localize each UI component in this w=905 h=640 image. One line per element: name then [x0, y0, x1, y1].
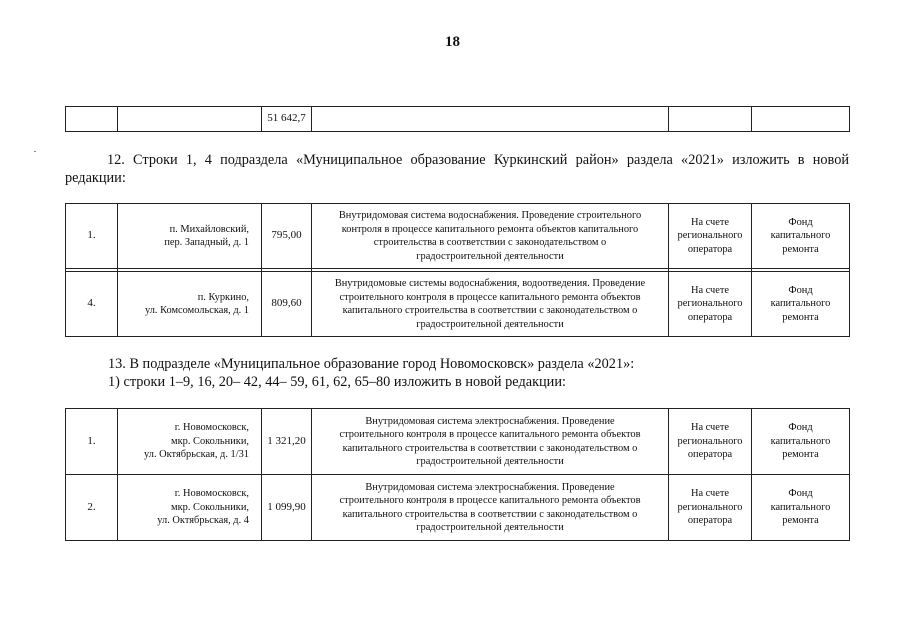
address-line: мкр. Сокольники, — [171, 501, 249, 513]
works-description-line: капитального строительства в соответствии с законодательством о — [342, 508, 638, 520]
fund-source — [752, 475, 850, 541]
fund-source-line: Фонд — [788, 488, 813, 500]
works-description-line: градостроительной деятельности — [416, 318, 564, 330]
address — [118, 409, 262, 475]
address-line: пер. Западный, д. 1 — [164, 237, 249, 248]
works-description-line: Внутридомовая система электроснабжения. Проведение — [365, 415, 615, 427]
account-type-line: регионального — [677, 230, 743, 242]
fund-source-line: капитального — [770, 230, 831, 242]
works-description-line: Внутридомовые системы водоснабжения, водоотведения. Проведение — [334, 278, 646, 289]
table-row — [66, 475, 850, 541]
cell-empty — [669, 107, 752, 132]
works-description-line: строительного контроля в процессе капитального ремонта объектов — [339, 429, 641, 440]
fund-source — [752, 204, 850, 269]
works-description — [312, 475, 669, 541]
fund-source-line: ремонта — [782, 243, 819, 255]
fund-source-line: Фонд — [788, 284, 813, 296]
account-type — [669, 409, 752, 475]
table-row — [66, 409, 850, 475]
amount — [262, 204, 312, 269]
row-number-line: 4. — [87, 297, 96, 310]
account-type-line: оператора — [687, 243, 733, 255]
row-number — [66, 475, 118, 541]
account-type-line: оператора — [687, 311, 733, 323]
works-description-line: строительного контроля в процессе капитального ремонта объектов — [339, 291, 641, 303]
account-type — [669, 475, 752, 541]
paragraph-13-item-1: 1) строки 1–9, 16, 20– 42, 44– 59, 61, 62, 65–80 изложить в новой редакции: — [108, 374, 566, 390]
fund-source-line: ремонта — [782, 311, 819, 323]
amount — [262, 272, 312, 337]
address-line: г. Новомосковск, — [174, 488, 249, 500]
amount-line: 1 099,90 — [267, 500, 306, 513]
address — [118, 204, 262, 269]
works-description-line: капитального строительства в соответствии с законодательством о — [342, 305, 638, 316]
row-number-line: 1. — [87, 434, 96, 447]
works-description-line: контроля в процессе капитального ремонта объектов капитального — [341, 223, 639, 235]
account-type-line: оператора — [687, 515, 733, 527]
works-description — [312, 409, 669, 475]
works-description-line: строительного контроля в процессе капитального ремонта объектов — [339, 495, 641, 506]
row-number — [66, 272, 118, 337]
amount-line: 1 321,20 — [267, 434, 306, 447]
address-line: ул. Октябрьская, д. 4 — [157, 515, 249, 527]
fund-source-line: капитального — [770, 501, 831, 513]
fund-source-line: капитального — [770, 298, 831, 310]
fund-source-line: Фонд — [788, 216, 813, 228]
fund-source — [752, 272, 850, 337]
table-row — [66, 272, 850, 337]
continuation-table — [65, 106, 850, 132]
fund-source-line: ремонта — [782, 449, 819, 461]
address-line: мкр. Сокольники, — [171, 435, 249, 447]
address-line: г. Новомосковск, — [174, 422, 249, 434]
cell-empty — [66, 107, 118, 132]
fund-source — [752, 409, 850, 475]
address-line: ул. Октябрьская, д. 1/31 — [144, 449, 249, 461]
amount-line: 809,60 — [271, 297, 302, 310]
amount-line: 795,00 — [271, 229, 302, 242]
account-type-line: оператора — [687, 449, 733, 461]
scan-mark — [34, 151, 36, 152]
account-type-line: регионального — [677, 298, 743, 310]
address-line: п. Куркино, — [197, 291, 249, 303]
works-description-line: Внутридомовая система электроснабжения. Проведение — [365, 481, 615, 493]
total-amount: 51 642,7 — [262, 107, 312, 132]
fund-source-line: ремонта — [782, 515, 819, 527]
address-line: п. Михайловский, — [169, 223, 249, 235]
works-description-line: Внутридомовая система водоснабжения. Проведение строительного — [338, 210, 642, 221]
page-number: 18 — [445, 34, 460, 50]
works-description — [312, 204, 669, 269]
fund-source-line: капитального — [770, 435, 831, 447]
amount — [262, 475, 312, 541]
account-type-line: регионального — [677, 501, 743, 513]
works-description-line: строительства в соответствии с законодательством о — [373, 237, 607, 248]
account-type — [669, 272, 752, 337]
row-number — [66, 204, 118, 269]
row-number-line: 2. — [87, 500, 96, 513]
table-row — [66, 204, 850, 269]
cell-empty — [752, 107, 850, 132]
account-type-line: На счете — [690, 488, 730, 500]
row-number — [66, 409, 118, 475]
cell-empty — [312, 107, 669, 132]
paragraph-13: 13. В подразделе «Муниципальное образование город Новомосковск» раздела «2021»: — [108, 356, 635, 372]
account-type — [669, 204, 752, 269]
works-description-line: градостроительной деятельности — [416, 456, 564, 467]
works-description-line: градостроительной деятельности — [416, 522, 564, 533]
row-number-line: 1. — [87, 229, 96, 242]
account-type-line: На счете — [690, 216, 730, 228]
address — [118, 475, 262, 541]
works-description — [312, 272, 669, 337]
fund-source-line: Фонд — [788, 422, 813, 434]
cell-empty — [118, 107, 262, 132]
account-type-line: На счете — [690, 422, 730, 434]
address — [118, 272, 262, 337]
works-description-line: капитального строительства в соответствии с законодательством о — [342, 442, 638, 454]
table-12 — [65, 203, 850, 337]
address-line: ул. Комсомольская, д. 1 — [144, 305, 249, 316]
account-type-line: регионального — [677, 435, 743, 447]
paragraph-12: 12. Строки 1, 4 подраздела «Муниципальное образование Куркинский район» раздела «2021» изложить в новой редакции: — [65, 152, 849, 186]
account-type-line: На счете — [690, 284, 730, 296]
amount — [262, 409, 312, 475]
works-description-line: градостроительной деятельности — [416, 250, 564, 262]
table-13 — [65, 408, 850, 541]
